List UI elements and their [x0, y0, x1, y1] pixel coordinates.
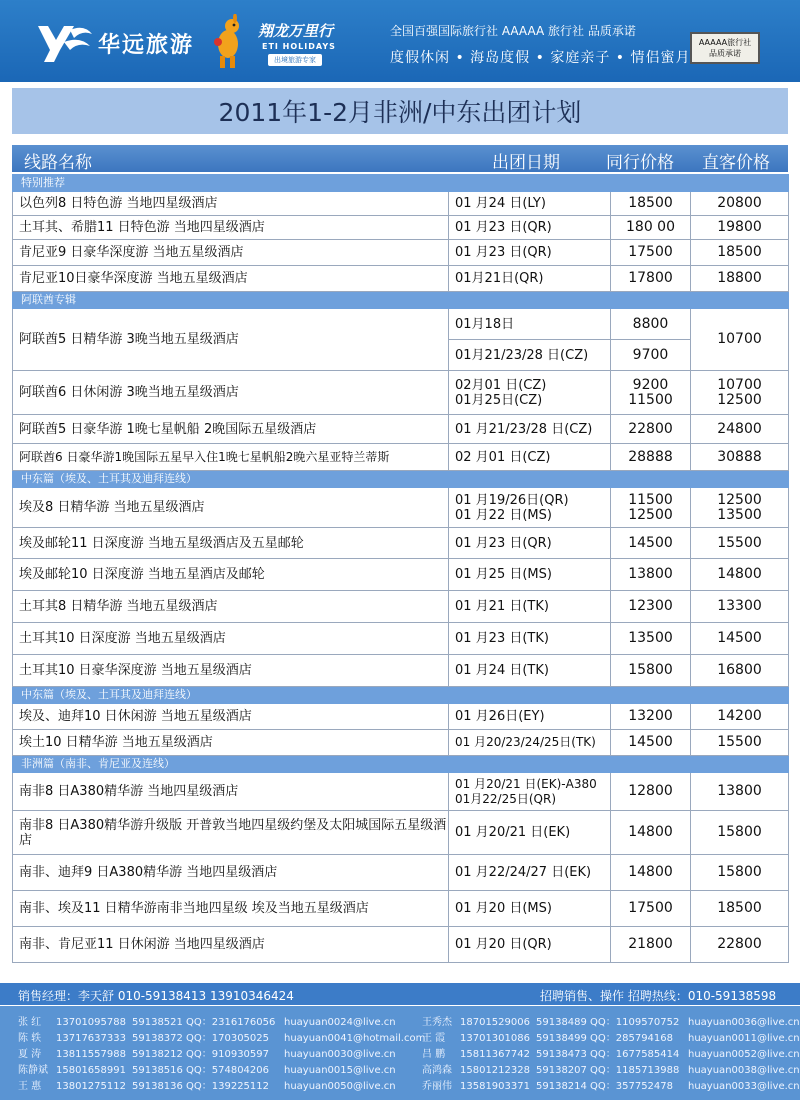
table-row — [13, 240, 789, 266]
depart-date: 01 月21 日(TK) — [449, 591, 611, 623]
route-name: 埃及邮轮10 日深度游 当地五星酒店及邮轮 — [13, 559, 449, 591]
contact-qq: QQ：1109570752 — [590, 1017, 680, 1028]
contact-name: 张 红 — [18, 1017, 42, 1028]
depart-date: 01 月23 日(QR) — [449, 216, 611, 240]
contact-office-phone: 59138516 — [132, 1065, 183, 1076]
depart-date: 01月21日(QR) — [449, 266, 611, 292]
peer-price: 17500 — [611, 891, 691, 927]
footer-banner — [0, 983, 800, 1005]
peer-price: 21800 — [611, 927, 691, 963]
peer-price: 8800 — [611, 309, 691, 340]
column-direct-price: 直客价格 — [702, 153, 770, 173]
contact-name: 陈静斌 — [18, 1065, 48, 1076]
contact-qq: QQ：170305025 — [186, 1033, 270, 1044]
depart-date: 01 月22/24/27 日(EK) — [449, 855, 611, 891]
depart-date: 01 月23 日(QR) — [449, 528, 611, 559]
depart-date-line: 01 月20/21 日(EK)-A380 — [455, 776, 597, 791]
table-row — [13, 591, 789, 623]
depart-date: 01 月20/23/24/25日(TK) — [449, 730, 611, 756]
depart-date: 01 月21/23/28 日(CZ) — [449, 415, 611, 444]
contact-email[interactable]: huayuan0030@live.cn — [284, 1049, 396, 1060]
section-title: 中东篇（埃及、土耳其及迪拜连线） — [13, 687, 789, 704]
peer-price: 17500 — [611, 240, 691, 266]
peer-price: 28888 — [611, 444, 691, 471]
table-row — [13, 371, 789, 415]
depart-date: 01 月20/21 日(EK) — [449, 811, 611, 855]
table-row — [13, 415, 789, 444]
section-header — [13, 756, 789, 773]
section-title: 非洲篇（南非、肯尼亚及连线） — [13, 756, 789, 773]
direct-price: 19800 — [691, 216, 789, 240]
contact-email[interactable]: huayuan0041@hotmail.com — [284, 1033, 426, 1044]
depart-date: 01 月20 日(MS) — [449, 891, 611, 927]
direct-price: 14200 — [691, 704, 789, 730]
direct-price: 14500 — [691, 623, 789, 655]
eti-english-name: ETI HOLIDAYS — [262, 42, 336, 51]
contact-name: 乔丽伟 — [422, 1081, 452, 1092]
depart-date: 01月18日 — [449, 309, 611, 340]
peer-price: 14800 — [611, 855, 691, 891]
section-header — [13, 687, 789, 704]
eti-chinese-name: 翔龙万里行 — [258, 22, 334, 40]
peer-price: 12300 — [611, 591, 691, 623]
contact-phone: 15811367742 — [460, 1049, 530, 1060]
header-banner — [0, 0, 800, 82]
table-row — [13, 655, 789, 687]
contact-email[interactable]: huayuan0015@live.cn — [284, 1065, 396, 1076]
route-name: 土耳其10 日豪华深度游 当地五星级酒店 — [13, 655, 449, 687]
badge-line2: 品质承诺 — [709, 49, 741, 58]
contact-row — [18, 1013, 425, 1029]
contact-phone: 18701529006 — [460, 1017, 530, 1028]
contact-list — [0, 1006, 800, 1100]
peer-price — [611, 371, 691, 415]
route-name: 南非、肯尼亚11 日休闲游 当地四星级酒店 — [13, 927, 449, 963]
table-row — [13, 309, 789, 340]
header-slogan-bottom: 度假休闲 • 海岛度假 • 家庭亲子 • 情侣蜜月 — [390, 50, 691, 66]
depart-date: 01 月26日(EY) — [449, 704, 611, 730]
route-name: 埃及8 日精华游 当地五星级酒店 — [13, 488, 449, 528]
contact-row — [422, 1077, 800, 1093]
depart-date-line: 01 月19/26日(QR) — [455, 492, 569, 508]
peer-price: 22800 — [611, 415, 691, 444]
contact-name: 高鸿森 — [422, 1065, 452, 1076]
depart-date: 01 月24 日(TK) — [449, 655, 611, 687]
eti-tagline: 出境旅游专家 — [268, 54, 322, 66]
page-title: 2011年1-2月非洲/中东出团计划 — [12, 88, 788, 134]
peer-price-line: 9200 — [632, 376, 669, 393]
direct-price-line: 10700 — [717, 376, 762, 393]
hy-logo-icon — [34, 20, 94, 64]
peer-price: 13500 — [611, 623, 691, 655]
sales-manager: 销售经理：李天舒 010-59138413 13910346424 — [18, 989, 294, 1003]
depart-date: 01 月23 日(TK) — [449, 623, 611, 655]
peer-price: 18500 — [611, 192, 691, 216]
table-row — [13, 623, 789, 655]
depart-date — [449, 488, 611, 528]
direct-price: 30888 — [691, 444, 789, 471]
table-row — [13, 855, 789, 891]
table-row — [13, 704, 789, 730]
peer-price: 17800 — [611, 266, 691, 292]
contact-office-phone: 59138372 — [132, 1033, 183, 1044]
depart-date: 02 月01 日(CZ) — [449, 444, 611, 471]
contact-phone: 15801212328 — [460, 1065, 530, 1076]
direct-price: 18500 — [691, 240, 789, 266]
direct-price: 15500 — [691, 730, 789, 756]
badge-line1: AAAAA旅行社 — [698, 38, 752, 47]
contact-phone: 13581903371 — [460, 1081, 530, 1092]
header-slogan-top: 全国百强国际旅行社 AAAAA 旅行社 品质承诺 — [390, 24, 636, 38]
column-route: 线路名称 — [24, 153, 92, 173]
table-row — [13, 927, 789, 963]
contact-office-phone: 59138521 — [132, 1017, 183, 1028]
peer-price: 13200 — [611, 704, 691, 730]
contact-row — [18, 1061, 425, 1077]
section-header — [13, 175, 789, 192]
table-row — [13, 266, 789, 292]
direct-price: 18500 — [691, 891, 789, 927]
contact-phone: 15801658991 — [56, 1065, 126, 1076]
route-name: 土耳其10 日深度游 当地五星级酒店 — [13, 623, 449, 655]
depart-date-line: 01 月22 日(MS) — [455, 507, 552, 523]
route-name: 南非、埃及11 日精华游南非当地四星级 埃及当地五星级酒店 — [13, 891, 449, 927]
table-row — [13, 488, 789, 528]
kangaroo-icon — [208, 14, 248, 70]
direct-price: 15500 — [691, 528, 789, 559]
contact-qq: QQ：1185713988 — [590, 1065, 680, 1076]
peer-price: 15800 — [611, 655, 691, 687]
section-title: 中东篇（埃及、土耳其及迪拜连线） — [13, 471, 789, 488]
contact-office-phone: 59138214 — [536, 1081, 587, 1092]
contact-row — [18, 1029, 425, 1045]
contact-office-phone: 59138207 — [536, 1065, 587, 1076]
route-name: 土耳其8 日精华游 当地五星级酒店 — [13, 591, 449, 623]
column-date: 出团日期 — [492, 153, 560, 173]
contact-email[interactable]: huayuan0050@live.cn — [284, 1081, 396, 1092]
contact-row — [18, 1045, 425, 1061]
contact-name: 王 霞 — [422, 1033, 446, 1044]
route-name: 阿联酋5 日豪华游 1晚七星帆船 2晚国际五星级酒店 — [13, 415, 449, 444]
contact-row — [422, 1045, 800, 1061]
peer-price: 9700 — [611, 340, 691, 371]
peer-price: 12800 — [611, 773, 691, 811]
direct-price: 13300 — [691, 591, 789, 623]
contact-office-phone: 59138212 — [132, 1049, 183, 1060]
route-name: 以色列8 日特色游 当地四星级酒店 — [13, 192, 449, 216]
direct-price: 20800 — [691, 192, 789, 216]
section-header — [13, 471, 789, 488]
peer-price: 14500 — [611, 528, 691, 559]
route-name: 埃及邮轮11 日深度游 当地五星级酒店及五星邮轮 — [13, 528, 449, 559]
contact-phone: 13801275112 — [56, 1081, 126, 1092]
table-row — [13, 528, 789, 559]
contact-email[interactable]: huayuan0038@live.cn — [688, 1065, 800, 1076]
depart-date: 01月21/23/28 日(CZ) — [449, 340, 611, 371]
route-name: 肯尼亚9 日豪华深度游 当地五星级酒店 — [13, 240, 449, 266]
table-row — [13, 730, 789, 756]
aaaaa-badge — [690, 32, 760, 64]
table-row — [13, 773, 789, 811]
contact-phone: 13701095788 — [56, 1017, 126, 1028]
table-row — [13, 891, 789, 927]
contact-qq: QQ：910930597 — [186, 1049, 270, 1060]
direct-price: 10700 — [691, 309, 789, 371]
section-title: 特别推荐 — [13, 175, 789, 192]
direct-price: 18800 — [691, 266, 789, 292]
table-row — [13, 811, 789, 855]
brand-name: 华远旅游 — [98, 33, 195, 58]
contact-column-right — [422, 1013, 800, 1093]
depart-date: 01 月24 日(LY) — [449, 192, 611, 216]
depart-date-line: 01月22/25日(QR) — [455, 791, 556, 806]
peer-price-line: 11500 — [628, 491, 673, 508]
contact-phone: 13701301086 — [460, 1033, 530, 1044]
route-name: 土耳其、希腊11 日特色游 当地四星级酒店 — [13, 216, 449, 240]
direct-price-line: 13500 — [717, 506, 762, 523]
direct-price: 16800 — [691, 655, 789, 687]
direct-price: 13800 — [691, 773, 789, 811]
direct-price: 14800 — [691, 559, 789, 591]
peer-price — [611, 488, 691, 528]
contact-name: 王秀杰 — [422, 1017, 452, 1028]
section-header — [13, 292, 789, 309]
table-row — [13, 192, 789, 216]
direct-price — [691, 488, 789, 528]
contact-name: 夏 涛 — [18, 1049, 42, 1060]
contact-email[interactable]: huayuan0033@live.cn — [688, 1081, 800, 1092]
depart-date — [449, 371, 611, 415]
contact-row — [422, 1029, 800, 1045]
section-title: 阿联酋专辑 — [13, 292, 789, 309]
direct-price: 15800 — [691, 811, 789, 855]
direct-price-line: 12500 — [717, 491, 762, 508]
route-name: 南非8 日A380精华游升级版 开普敦当地四星级约堡及太阳城国际五星级酒店 — [13, 811, 449, 855]
direct-price: 24800 — [691, 415, 789, 444]
depart-date: 01 月20 日(QR) — [449, 927, 611, 963]
column-peer-price: 同行价格 — [606, 153, 674, 173]
contact-office-phone: 59138473 — [536, 1049, 587, 1060]
peer-price: 13800 — [611, 559, 691, 591]
contact-office-phone: 59138136 — [132, 1081, 183, 1092]
table-column-header — [12, 145, 788, 172]
peer-price: 14800 — [611, 811, 691, 855]
contact-qq: QQ：139225112 — [186, 1081, 270, 1092]
contact-qq: QQ：1677585414 — [590, 1049, 680, 1060]
depart-date: 01 月25 日(MS) — [449, 559, 611, 591]
route-name: 南非8 日A380精华游 当地四星级酒店 — [13, 773, 449, 811]
table-row — [13, 444, 789, 471]
contact-row — [422, 1061, 800, 1077]
route-name: 肯尼亚10日豪华深度游 当地五星级酒店 — [13, 266, 449, 292]
contact-qq: QQ：574804206 — [186, 1065, 270, 1076]
depart-date-line: 02月01 日(CZ) — [455, 377, 547, 393]
route-name: 阿联酋6 日休闲游 3晚当地五星级酒店 — [13, 371, 449, 415]
route-name: 埃及、迪拜10 日休闲游 当地五星级酒店 — [13, 704, 449, 730]
contact-office-phone: 59138499 — [536, 1033, 587, 1044]
peer-price-line: 11500 — [628, 391, 673, 408]
contact-phone: 13811557988 — [56, 1049, 126, 1060]
contact-name: 吕 鹏 — [422, 1049, 446, 1060]
peer-price-line: 12500 — [628, 506, 673, 523]
route-name: 阿联酋5 日精华游 3晚当地五星级酒店 — [13, 309, 449, 371]
table-row — [13, 216, 789, 240]
route-name: 阿联酋6 日豪华游1晚国际五星早入住1晚七星帆船2晚六星亚特兰蒂斯 — [13, 444, 449, 471]
contact-office-phone: 59138489 — [536, 1017, 587, 1028]
contact-email[interactable]: huayuan0036@live.cn — [688, 1017, 800, 1028]
depart-date — [449, 773, 611, 811]
contact-qq: QQ：357752478 — [590, 1081, 674, 1092]
contact-qq: QQ：2316176056 — [186, 1017, 276, 1028]
contact-email[interactable]: huayuan0052@live.cn — [688, 1049, 800, 1060]
contact-row — [18, 1077, 425, 1093]
direct-price — [691, 371, 789, 415]
peer-price: 14500 — [611, 730, 691, 756]
contact-email[interactable]: huayuan0024@live.cn — [284, 1017, 396, 1028]
direct-price-line: 12500 — [717, 391, 762, 408]
route-name: 南非、迪拜9 日A380精华游 当地四星级酒店 — [13, 855, 449, 891]
tour-schedule-table — [12, 174, 789, 963]
contact-phone: 13717637333 — [56, 1033, 126, 1044]
table-row — [13, 559, 789, 591]
direct-price: 22800 — [691, 927, 789, 963]
contact-column-left — [18, 1013, 425, 1093]
direct-price: 15800 — [691, 855, 789, 891]
hiring-notice: 招聘销售、操作 招聘热线：010-59138598 — [540, 989, 777, 1003]
contact-row — [422, 1013, 800, 1029]
route-name: 埃土10 日精华游 当地五星级酒店 — [13, 730, 449, 756]
depart-date: 01 月23 日(QR) — [449, 240, 611, 266]
depart-date-line: 01月25日(CZ) — [455, 392, 543, 408]
contact-name: 陈 轶 — [18, 1033, 42, 1044]
contact-name: 王 惠 — [18, 1081, 42, 1092]
peer-price: 180 00 — [611, 216, 691, 240]
contact-qq: QQ：285794168 — [590, 1033, 674, 1044]
contact-email[interactable]: huayuan0011@live.cn — [688, 1033, 800, 1044]
